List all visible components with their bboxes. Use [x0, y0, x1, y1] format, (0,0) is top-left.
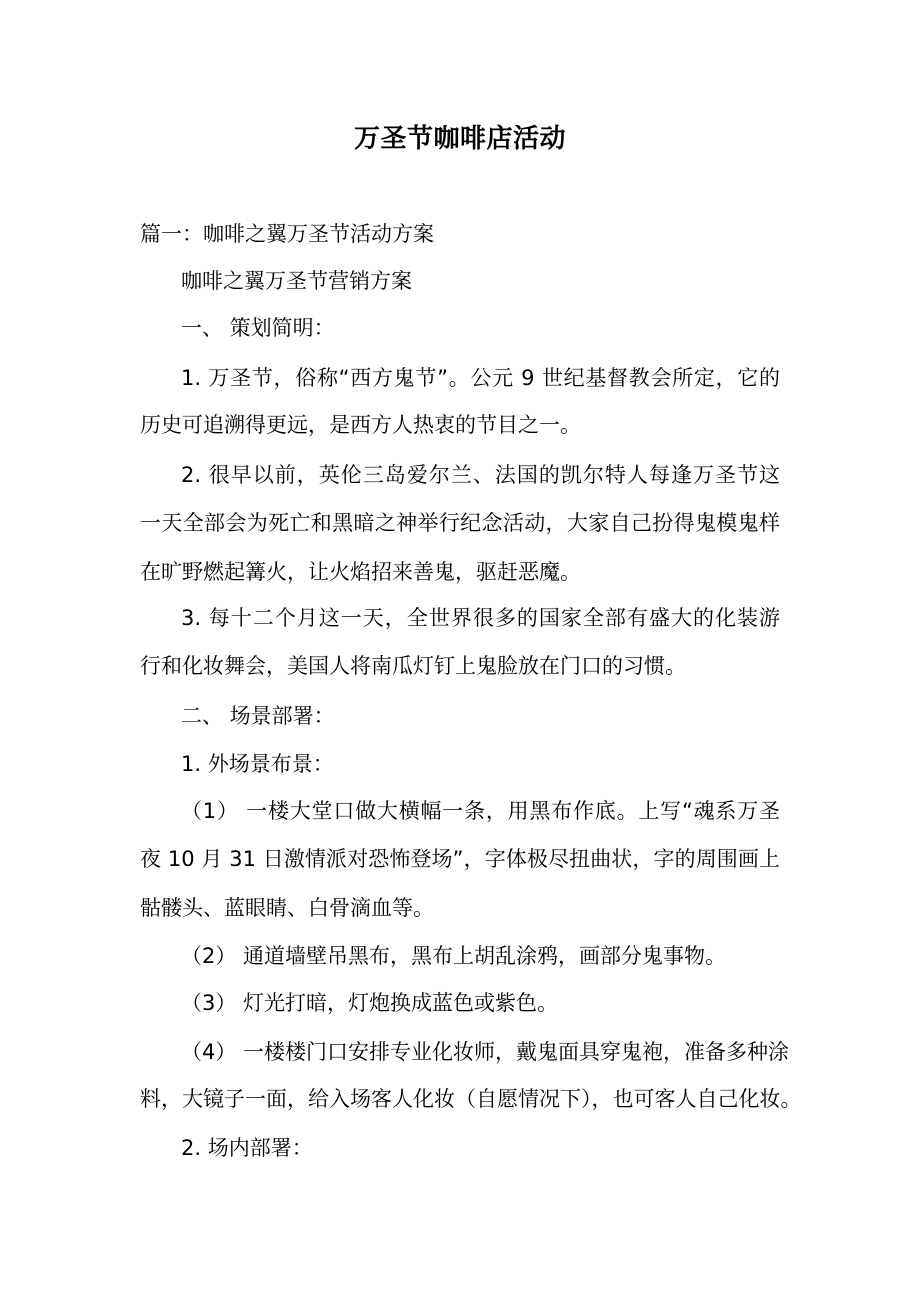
paragraph-line: （2） 通道墙壁吊黑布，黑布上胡乱涂鸦，画部分鬼事物。: [181, 944, 727, 968]
paragraph-line: （3） 灯光打暗，灯炮换成蓝色或紫色。: [181, 991, 559, 1015]
paragraph-line: 料，大镜子一面，给入场客人化妆（自愿情况下），也可客人自己化妆。: [140, 1087, 802, 1111]
paragraph-line: 历史可追溯得更远，是西方人热衷的节目之一。: [140, 413, 581, 437]
paragraph-line: 夜 10 月 31 日激情派对恐怖登场”，字体极尽扭曲状，字的周围画上: [140, 847, 780, 871]
paragraph-line: 1. 万圣节，俗称“西方鬼节”。公元 9 世纪基督教会所定，它的: [181, 366, 780, 390]
heading-line: 2. 场内部署：: [181, 1136, 313, 1160]
paragraph-line: （4） 一楼楼门口安排专业化妆师，戴鬼面具穿鬼袍，准备多种涂: [181, 1040, 790, 1064]
heading-line: 一、 策划简明：: [181, 316, 335, 340]
paragraph-line: 行和化妆舞会，美国人将南瓜灯钉上鬼脸放在门口的习惯。: [140, 654, 686, 678]
paragraph-line: （1） 一楼大堂口做大横幅一条，用黑布作底。上写“魂系万圣: [181, 799, 780, 823]
paragraph-line: 3. 每十二个月这一天，全世界很多的国家全部有盛大的化装游: [181, 606, 780, 630]
heading-line: 二、 场景部署：: [181, 704, 335, 728]
subtitle-line: 咖啡之翼万圣节营销方案: [181, 269, 412, 293]
paragraph-line: 骷髅头、蓝眼睛、白骨滴血等。: [140, 896, 434, 920]
heading-line: 1. 外场景布景：: [181, 752, 334, 776]
paragraph-line: 一天全部会为死亡和黑暗之神举行纪念活动，大家自己扮得鬼模鬼样: [140, 511, 780, 535]
paragraph-line: 2. 很早以前，英伦三岛爱尔兰、法国的凯尔特人每逢万圣节这: [181, 463, 780, 487]
section-heading: 篇一：咖啡之翼万圣节活动方案: [140, 222, 434, 246]
paragraph-line: 在旷野燃起篝火，让火焰招来善鬼，驱赶恶魔。: [140, 560, 581, 584]
document-title: 万圣节咖啡店活动: [353, 124, 566, 154]
